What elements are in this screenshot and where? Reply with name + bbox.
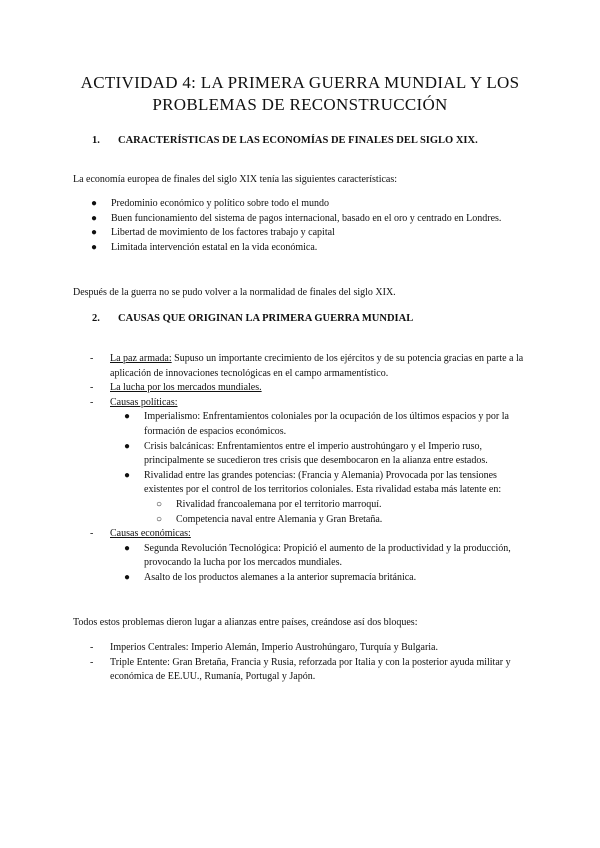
causas-economicas-list — [110, 542, 528, 586]
list-item: ● Rivalidad entre las grandes potencias: (Francia y Alemania) Provocada por las tensiones existentes por el control de los territorios coloniales. Esta rivalidad estaba más latente en: ○ Rivalidad francoalemana por el territorio marroquí. ○ Competencia naval entre Alemania y Gran Bretaña. — [144, 469, 528, 527]
dash-icon: - — [90, 382, 94, 394]
list-item — [90, 381, 530, 396]
dash-icon: - — [90, 656, 94, 668]
dash-icon: - — [90, 642, 94, 653]
bullet-icon: ● — [91, 212, 98, 224]
list-item: ○ Competencia naval entre Alemania y Gran Bretaña. — [176, 513, 528, 528]
list-item — [90, 396, 530, 527]
list-item: ● Limitada intervención estatal en la vida económica. — [111, 241, 531, 256]
bullet-icon: ● — [124, 411, 131, 423]
bullet-icon: ● — [124, 542, 131, 554]
bullet-icon: ● — [91, 241, 98, 253]
section-2-number: 2. — [92, 313, 100, 324]
causas-politicas-list — [110, 410, 528, 527]
dash-icon: - — [90, 528, 94, 540]
list-item: ● Libertad de movimiento de los factores trabajo y capital — [111, 226, 531, 241]
causes-list — [90, 352, 530, 586]
list-item: ● Predominio económico y político sobre todo el mundo — [111, 197, 531, 212]
bloques-list — [90, 641, 530, 685]
section-1-closing: Después de la guerra no se pudo volver a la normalidad de finales del siglo XIX. — [73, 287, 396, 298]
dash-icon: - — [90, 353, 94, 364]
causas-economicas-label: Causas económicas: — [110, 528, 191, 540]
alianzas-intro: Todos estos problemas dieron lugar a alianzas entre países, creándose así dos bloques: — [73, 617, 418, 628]
causas-politicas-label: Causas políticas: — [110, 396, 178, 408]
section-1-number: 1. — [92, 135, 100, 146]
paz-armada-label: La paz armada: — [110, 353, 172, 364]
list-item: - Imperios Centrales: Imperio Alemán, Imperio Austrohúngaro, Turquía y Bulgaria. — [110, 641, 530, 656]
section-1-heading — [92, 134, 478, 148]
bullet-icon: ● — [124, 469, 131, 481]
document-title: ACTIVIDAD 4: LA PRIMERA GUERRA MUNDIAL Y LOS PROBLEMAS DE RECONSTRUCCIÓN — [80, 73, 520, 114]
bullet-icon: ● — [124, 440, 131, 452]
list-item: ● Buen funcionamiento del sistema de pagos internacional, basado en el oro y centrado en Londres. — [111, 212, 531, 227]
bullet-icon: ● — [91, 198, 98, 209]
section-1-intro: La economía europea de finales del siglo XIX tenía las siguientes características: — [73, 174, 398, 185]
list-item: ● Segunda Revolución Tecnológica: Propició el aumento de la productividad y la producción, provocando la lucha por los mercados mundiales. — [124, 542, 511, 569]
section-1-bullet-list — [91, 197, 531, 255]
paz-armada-text: Supuso un importante crecimiento de los ejércitos y de su potencia gracias en parte a la aplicación de innovaciones tecnológicas en el campo armamentístico. — [110, 353, 524, 379]
bullet-icon: ● — [91, 227, 98, 239]
circle-icon: ○ — [156, 498, 163, 510]
circle-icon: ○ — [156, 513, 163, 525]
list-item — [90, 352, 530, 381]
list-item: ● Imperialismo: Enfrentamientos coloniales por la ocupación de los últimos espacios y por la formación de espacios económicos. — [124, 411, 509, 437]
list-item: - Triple Entente: Gran Bretaña, Francia y Rusia, reforzada por Italia y con la posterior ayuda militar y económica de EE.UU., Rumanía, Portugal y Japón. — [90, 656, 511, 683]
rivalidades-list — [144, 498, 528, 527]
list-item: ● Crisis balcánicas: Enfrentamientos entre el imperio austrohúngaro y el Imperio ruso, principalmente se sucedieron tres crisis que desembocaron en la alianza entre estados. — [124, 440, 488, 467]
list-item: ○ Rivalidad francoalemana por el territorio marroquí. — [176, 498, 528, 513]
list-item — [90, 527, 530, 585]
section-2-title: CAUSAS QUE ORIGINAN LA PRIMERA GUERRA MUNDIAL — [118, 313, 414, 324]
section-1-title: CARACTERÍSTICAS DE LAS ECONOMÍAS DE FINALES DEL SIGLO XIX. — [118, 135, 478, 146]
bullet-icon: ● — [124, 571, 131, 583]
list-item: ● Asalto de los productos alemanes a la anterior supremacía británica. — [144, 571, 528, 586]
section-2-heading — [92, 312, 413, 326]
dash-icon: - — [90, 396, 94, 408]
lucha-mercados-label: La lucha por los mercados mundiales. — [110, 382, 262, 394]
